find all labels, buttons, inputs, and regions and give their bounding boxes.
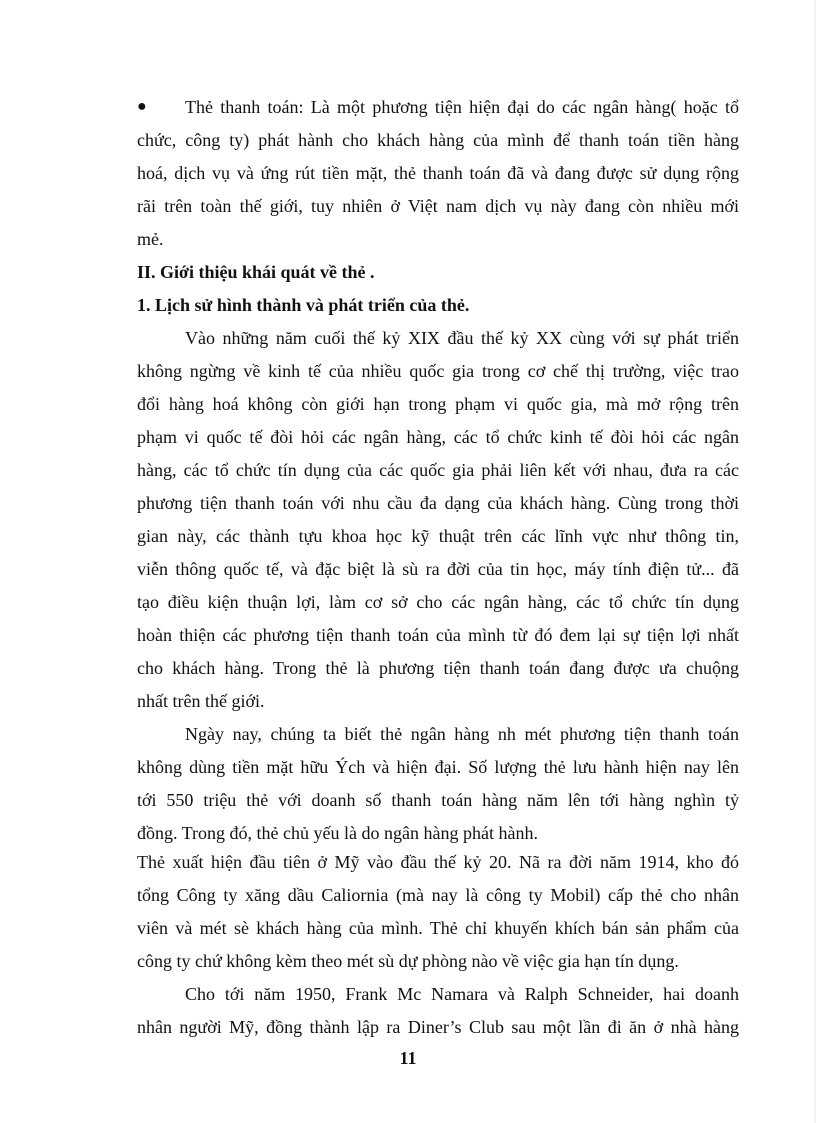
paragraph-line: đổi hàng hoá không còn giới hạn trong phạm vi quốc gia, mà mở rộng trên	[137, 394, 739, 414]
paragraph-line: không ngừng về kinh tế của nhiều quốc gia trong cơ chế thị trường, việc trao	[137, 361, 739, 381]
paragraph-line: hoàn thiện các phương tiện thanh toán của mình từ đó đem lại sự tiện lợi nhất	[137, 625, 739, 645]
paragraph-line: hàng, các tổ chức tín dụng của các quốc gia phải liên kết với nhau, đưa ra các	[137, 460, 739, 480]
bullet-icon: ●	[137, 98, 147, 115]
paragraph-line: cho khách hàng. Trong thẻ là phương tiện thanh toán đang được ưa chuộng	[137, 658, 739, 678]
paragraph-line: viễn thông quốc tế, và đặc biệt là sù ra đời của tin học, máy tính điện tử... đã	[137, 559, 739, 579]
paragraph-line: phương tiện thanh toán với nhu cầu đa dạng của khách hàng. Cùng trong thời	[137, 493, 739, 513]
paragraph-line: Vào những năm cuối thế kỷ XIX đầu thế kỷ XX cùng với sự phát triển	[185, 328, 739, 348]
paragraph-line: Ngày nay, chúng ta biết thẻ ngân hàng nh mét phương tiện thanh toán	[185, 724, 739, 744]
paragraph-line: mẻ.	[137, 229, 164, 249]
paragraph-line: chức, công ty) phát hành cho khách hàng của mình để thanh toán tiền hàng	[137, 130, 739, 150]
paragraph-line: hoá, dịch vụ và ứng rút tiền mặt, thẻ thanh toán đã và đang được sử dụng rộng	[137, 163, 739, 183]
paragraph-line: tổng Công ty xăng dầu Caliornia (mà nay là công ty Mobil) cấp thẻ cho nhân	[137, 885, 739, 905]
paragraph-line: gian này, các thành tựu khoa học kỹ thuật trên các lĩnh vực như thông tin,	[137, 526, 739, 546]
paragraph-line: không dùng tiền mặt hữu Ých và hiện đại. Số lượng thẻ lưu hành hiện nay lên	[137, 757, 739, 777]
paragraph-line: nhất trên thế giới.	[137, 691, 265, 711]
paragraph-line: đồng. Trong đó, thẻ chủ yếu là do ngân hàng phát hành.	[137, 823, 538, 843]
paragraph-line: Cho tới năm 1950, Frank Mc Namara và Ralph Schneider, hai doanh	[185, 984, 739, 1004]
page-number: 11	[399, 1048, 417, 1068]
paragraph-line: Thẻ xuất hiện đầu tiên ở Mỹ vào đầu thế kỷ 20. Nã ra đời năm 1914, kho đó	[137, 852, 739, 872]
paragraph-line: tới 550 triệu thẻ với doanh số thanh toán hàng năm lên tới hàng nghìn tỷ	[137, 790, 739, 810]
subsection-heading: 1. Lịch sử hình thành và phát triển của thẻ.	[137, 295, 470, 315]
paragraph-line: công ty chứ không kèm theo mét sù dự phòng nào về việc gia hạn tín dụng.	[137, 951, 679, 971]
paragraph-line: tạo điều kiện thuận lợi, làm cơ sở cho các ngân hàng, các tổ chức tín dụng	[137, 592, 739, 612]
section-heading: II. Giới thiệu khái quát về thẻ .	[137, 262, 375, 282]
paragraph-line: rãi trên toàn thế giới, tuy nhiên ở Việt nam dịch vụ này đang còn nhiều mới	[137, 196, 739, 216]
paragraph-line: viên và mét sè khách hàng của mình. Thẻ chỉ khuyến khích bán sản phẩm của	[137, 918, 739, 938]
paragraph-line: Thẻ thanh toán: Là một phương tiện hiện đại do các ngân hàng( hoặc tổ	[185, 97, 739, 117]
paragraph-line: phạm vi quốc tế đòi hỏi các ngân hàng, các tổ chức kinh tế đòi hỏi các ngân	[137, 427, 739, 447]
paragraph-line: nhân người Mỹ, đồng thành lập ra Diner’s Club sau một lần đi ăn ở nhà hàng	[137, 1017, 739, 1037]
